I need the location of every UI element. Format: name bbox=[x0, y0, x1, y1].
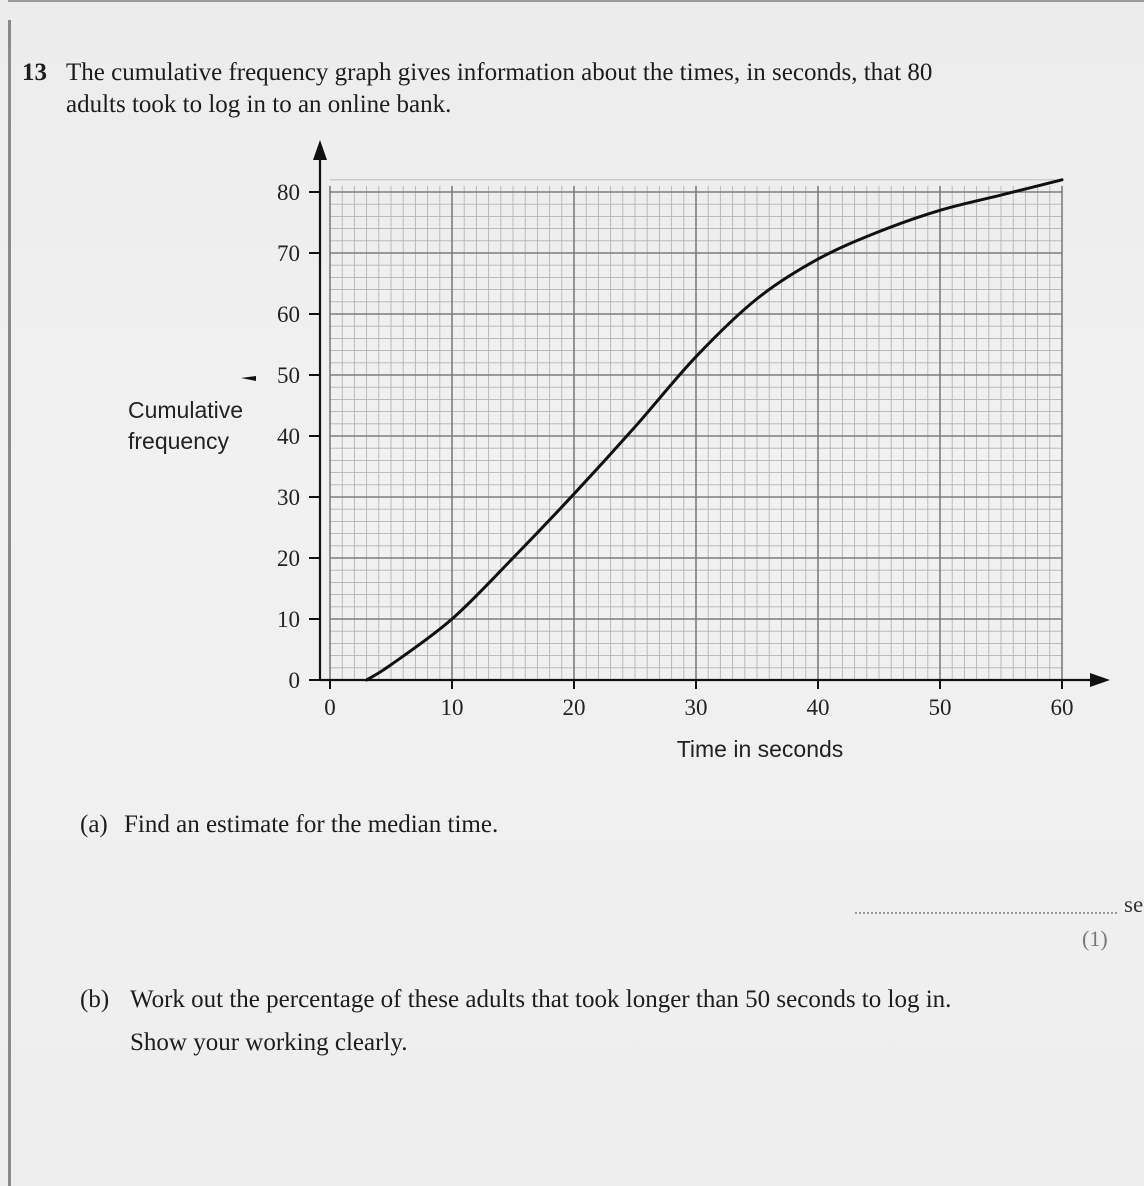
x-tick-label: 40 bbox=[806, 695, 830, 720]
cumulative-frequency-curve bbox=[367, 180, 1062, 680]
part-b-text-line-1: Work out the percentage of these adults that took longer than 50 seconds to log in. bbox=[130, 986, 952, 1013]
y-tick-label: 70 bbox=[277, 241, 300, 266]
y-axis-arrow bbox=[313, 140, 327, 160]
part-a-marks: (1) bbox=[1082, 926, 1108, 951]
x-axis-title: Time in seconds bbox=[676, 736, 844, 762]
x-tick-label: 10 bbox=[440, 695, 464, 720]
x-tick-label: 30 bbox=[684, 695, 708, 720]
question-text-line-2: adults took to log in to an online bank. bbox=[66, 91, 452, 118]
x-tick-label: 20 bbox=[562, 695, 586, 720]
y-tick-label: 50 bbox=[277, 363, 300, 388]
y-tick-label: 20 bbox=[277, 546, 300, 571]
y-tick-label: 0 bbox=[288, 668, 300, 693]
y-tick-label: 80 bbox=[277, 180, 300, 205]
question-number: 13 bbox=[22, 59, 47, 86]
x-tick-label: 60 bbox=[1050, 695, 1074, 720]
y-axis-title-line-2: frequency bbox=[128, 428, 230, 454]
part-b-text-line-2: Show your working clearly. bbox=[130, 1029, 408, 1056]
stray-mark bbox=[241, 376, 256, 381]
part-a-text: Find an estimate for the median time. bbox=[124, 811, 499, 838]
y-tick-label: 40 bbox=[277, 424, 300, 449]
tick-labels bbox=[277, 180, 1074, 720]
answer-unit: se bbox=[1124, 892, 1144, 917]
x-tick-label: 50 bbox=[928, 695, 952, 720]
ticks bbox=[309, 192, 1062, 689]
x-axis-arrow bbox=[1090, 673, 1110, 687]
question-text-line-1: The cumulative frequency graph gives information about the times, in seconds, that 80 bbox=[66, 59, 933, 86]
y-tick-label: 10 bbox=[277, 607, 300, 632]
y-tick-label: 30 bbox=[277, 485, 300, 510]
x-tick-label: 0 bbox=[324, 695, 336, 720]
axes bbox=[313, 140, 1110, 687]
part-b-label: (b) bbox=[80, 986, 110, 1013]
y-tick-label: 60 bbox=[277, 302, 300, 327]
part-a-label: (a) bbox=[80, 811, 108, 838]
answer-line[interactable] bbox=[855, 912, 1117, 914]
y-axis-title-line-1: Cumulative bbox=[128, 397, 244, 423]
